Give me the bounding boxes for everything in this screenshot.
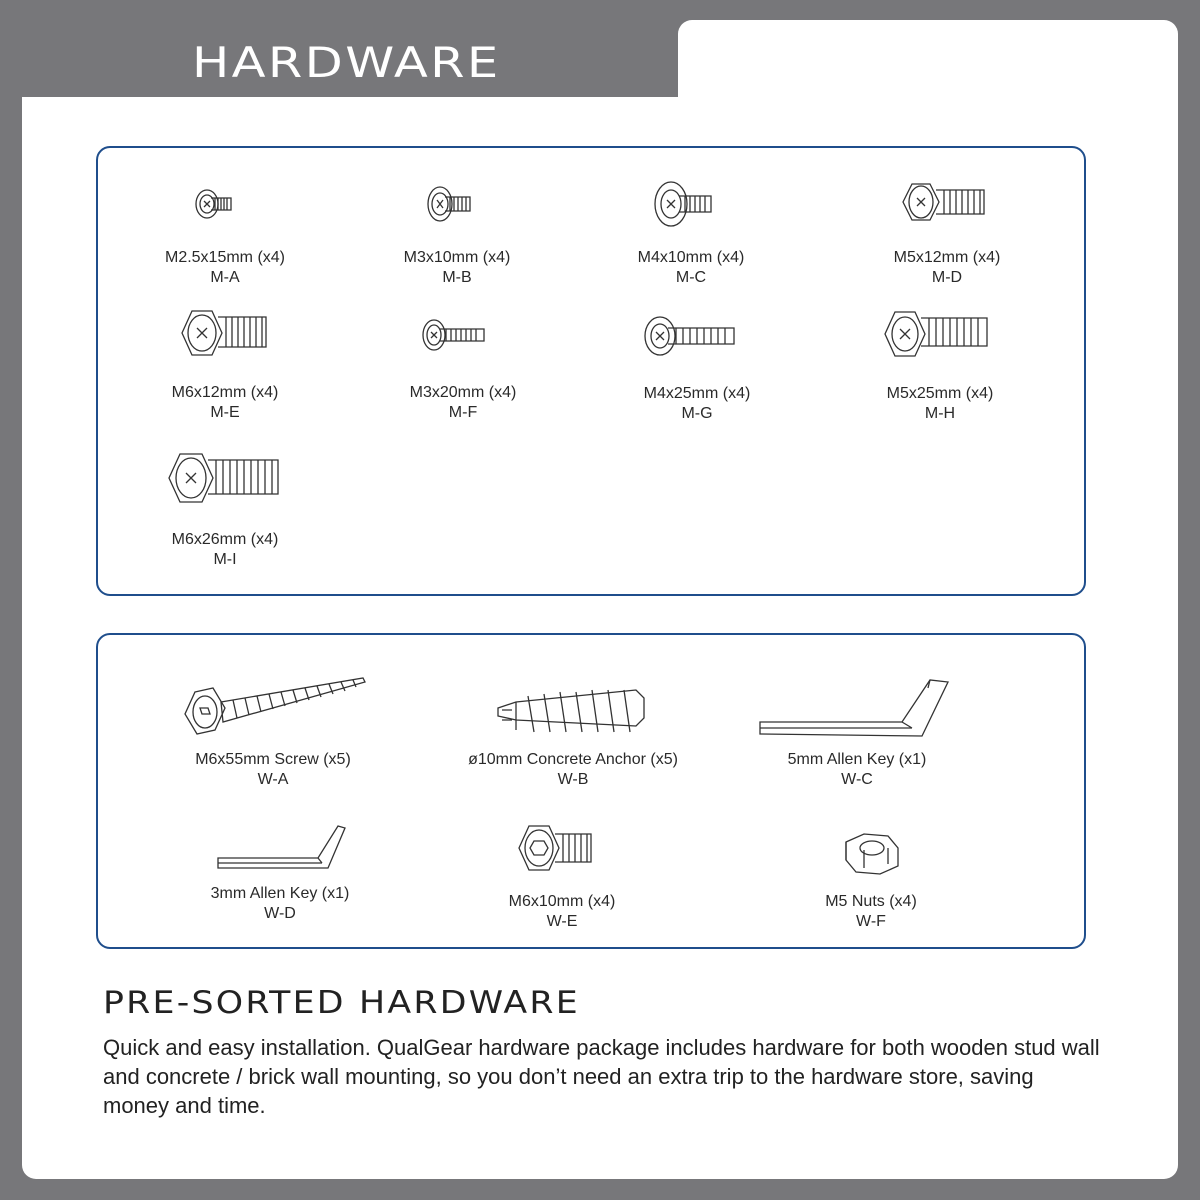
section-title: PRE-SORTED HARDWARE xyxy=(103,985,580,1021)
screw-washer-icon xyxy=(641,178,741,248)
item-code: M-A xyxy=(210,269,240,286)
item-code: W-E xyxy=(546,913,578,930)
hardware-item-m-e xyxy=(130,305,320,423)
item-code: M-G xyxy=(681,405,713,422)
card-tab xyxy=(678,20,1178,120)
screw-washer-icon xyxy=(632,312,762,384)
allen-key-icon xyxy=(200,824,360,884)
section-description: Quick and easy installation. QualGear hardware package includes hardware for both wooden stud wall and concrete / brick wall mounting, so you don’t need an extra trip to the hardware store, saving money and time. xyxy=(103,1035,1100,1118)
item-label: M3x20mm (x4) xyxy=(409,384,517,401)
hardware-item-m-a xyxy=(130,180,320,288)
item-label: ø10mm Concrete Anchor (x5) xyxy=(468,751,678,768)
hex-screw-icon xyxy=(170,305,280,383)
item-label: M6x12mm (x4) xyxy=(171,384,279,401)
item-label: M6x26mm (x4) xyxy=(171,531,279,548)
hex-socket-screw-icon xyxy=(507,820,617,892)
page-title: HARDWARE xyxy=(192,38,501,87)
hardware-item-m-f xyxy=(368,315,558,423)
hardware-item-w-b xyxy=(458,674,688,790)
screw-washer-icon xyxy=(412,180,502,248)
item-code: M-H xyxy=(924,405,956,422)
hardware-item-w-a xyxy=(168,668,378,790)
item-code: M-E xyxy=(210,404,240,421)
item-code: W-A xyxy=(257,771,289,788)
item-code: W-C xyxy=(841,771,873,788)
hardware-item-m-c xyxy=(596,178,786,288)
screw-washer-small-icon xyxy=(185,180,265,248)
item-code: M-D xyxy=(931,269,963,286)
hardware-item-w-f xyxy=(786,826,956,932)
item-code: W-F xyxy=(856,913,886,930)
item-label: 3mm Allen Key (x1) xyxy=(210,885,350,902)
item-code: M-F xyxy=(448,404,478,421)
screw-washer-icon xyxy=(408,315,518,383)
hex-screw-icon xyxy=(160,446,290,530)
hardware-item-m-b xyxy=(362,180,552,288)
item-label: 5mm Allen Key (x1) xyxy=(787,751,927,768)
hardware-item-w-e xyxy=(472,820,652,932)
item-code: M-I xyxy=(213,551,237,568)
hardware-item-m-i xyxy=(130,446,320,570)
hardware-item-m-d xyxy=(852,176,1042,288)
allen-key-icon xyxy=(752,674,962,750)
hardware-item-w-d xyxy=(180,824,380,924)
item-label: M6x55mm Screw (x5) xyxy=(195,751,351,768)
item-code: M-B xyxy=(442,269,472,286)
hex-screw-icon xyxy=(892,176,1002,248)
item-label: M5 Nuts (x4) xyxy=(825,893,917,910)
hardware-item-m-h xyxy=(845,306,1035,424)
item-label: M5x25mm (x4) xyxy=(886,385,994,402)
hardware-item-w-c xyxy=(752,674,962,790)
concrete-anchor-icon xyxy=(488,674,658,750)
lag-screw-icon xyxy=(173,668,373,750)
item-label: M2.5x15mm (x4) xyxy=(164,249,286,266)
item-label: M6x10mm (x4) xyxy=(508,893,616,910)
item-code: M-C xyxy=(675,269,707,286)
item-code: W-D xyxy=(264,905,296,922)
item-label: M4x10mm (x4) xyxy=(637,249,745,266)
hex-screw-icon xyxy=(875,306,1005,384)
item-code: W-B xyxy=(557,771,589,788)
hardware-item-m-g xyxy=(602,312,792,424)
item-label: M4x25mm (x4) xyxy=(643,385,751,402)
item-label: M3x10mm (x4) xyxy=(403,249,511,266)
hex-nut-icon xyxy=(836,826,906,892)
item-label: M5x12mm (x4) xyxy=(893,249,1001,266)
